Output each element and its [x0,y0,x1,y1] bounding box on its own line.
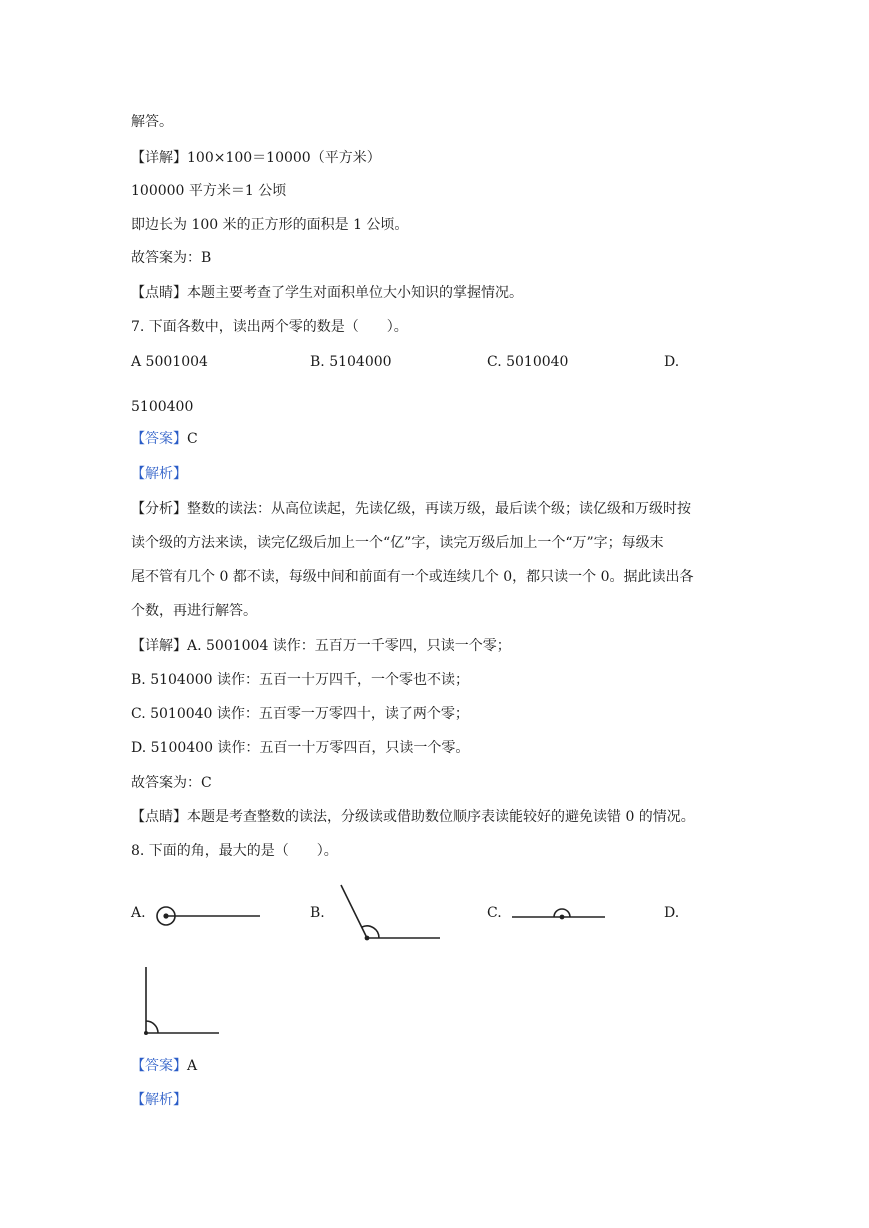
text-line: 【点睛】本题主要考查了学生对面积单位大小知识的掌握情况。 [131,285,523,301]
text-line: 100000 平方米＝1 公顷 [131,183,287,199]
answer-tag: 【答案】 [131,431,187,447]
q7-option-d: D. [664,354,680,370]
question-7: 7. 下面各数中，读出两个零的数是（ ）。 [131,319,408,335]
analysis-line: 【分析】整数的读法：从高位读起，先读亿级，再读万级，最后读个级；读亿级和万级时按 [131,501,691,517]
answer-value: C [187,431,198,447]
detail-line: B. 5104000 读作：五百一十万四千，一个零也不读； [131,672,469,688]
angle-d-figure [140,965,225,1040]
analysis-line: 读个级的方法来读，读完亿级后加上一个“亿”字，读完万级后加上一个“万”字；每级末 [131,535,664,551]
q8-option-b: B. [310,905,325,921]
answer-tag: 【答案】 [131,1058,187,1074]
question-8: 8. 下面的角，最大的是（ ）。 [131,843,338,859]
detail-line: C. 5010040 读作：五百零一万零四十，读了两个零； [131,706,469,722]
q7-option-c: C. 5010040 [487,354,569,370]
detail-line: 【点睛】本题是考查整数的读法，分级读或借助数位顺序表读能较好的避免读错 0 的情况。 [131,809,695,825]
analysis-line: 个数，再进行解答。 [131,603,257,619]
text-line: 【详解】100×100＝10000（平方米） [131,150,381,166]
q7-option-b: B. 5104000 [310,354,392,370]
q7-answer [131,429,198,449]
text-line: 故答案为：B [131,250,212,266]
q8-option-d: D. [664,905,680,921]
analysis-line: 尾不管有几个 0 都不读，每级中间和前面有一个或连续几个 0，都只读一个 0。据此读出各 [131,569,694,585]
q8-analysis-tag: 【解析】 [131,1092,187,1108]
q7-option-a: A 5001004 [131,354,208,370]
q8-option-c: C. [487,905,502,921]
angle-c-figure [510,900,610,930]
q8-answer [131,1056,197,1076]
detail-line: D. 5100400 读作：五百一十万零四百，只读一个零。 [131,740,470,756]
angle-a-figure [150,900,265,930]
q7-option-d-value: 5100400 [131,399,194,415]
q8-option-a: A. [131,905,146,921]
angle-b-figure [335,882,445,944]
text-line: 解答。 [131,114,173,130]
detail-line: 【详解】A. 5001004 读作：五百万一千零四，只读一个零； [131,638,511,654]
detail-line: 故答案为：C [131,775,212,791]
text-line: 即边长为 100 米的正方形的面积是 1 公顷。 [131,217,409,233]
q7-analysis-tag: 【解析】 [131,466,187,482]
answer-value: A [187,1058,198,1074]
